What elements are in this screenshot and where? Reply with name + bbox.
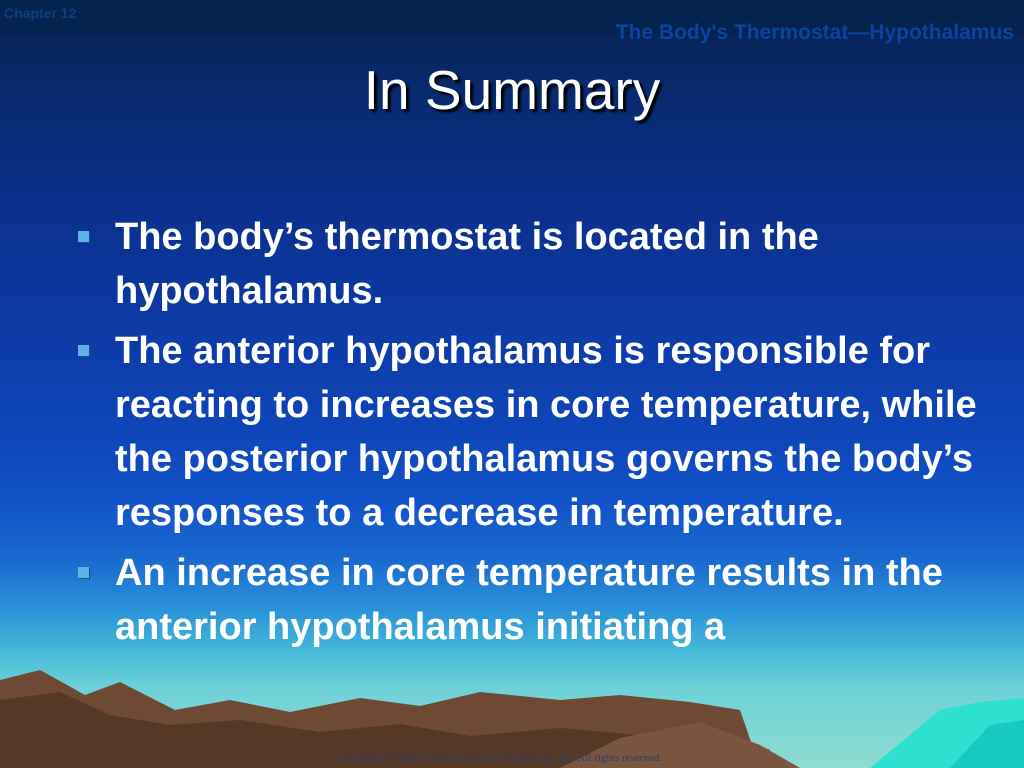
- copyright-footer: Copyright © 2009 The McGraw-Hill Companies, Inc. All rights reserved.: [338, 752, 663, 764]
- list-item: [78, 546, 978, 654]
- section-header-title: The Body's Thermostat—Hypothalamus: [615, 21, 1014, 44]
- bullet-text: The body’s thermostat is located in the hypothalamus.: [115, 216, 819, 312]
- list-item: [78, 324, 978, 540]
- square-bullet-icon: [78, 345, 89, 356]
- square-bullet-icon: [78, 567, 89, 578]
- list-item: [78, 210, 978, 318]
- chapter-label: Chapter 12: [4, 5, 77, 21]
- square-bullet-icon: [78, 231, 89, 242]
- bullet-text: An increase in core temperature results in the anterior hypothalamus initiating a: [115, 552, 943, 648]
- slide-title: In Summary: [363, 59, 661, 121]
- bullet-text: The anterior hypothalamus is responsible for reacting to increases in core temperature, while the posterior hypothalamus governs the body’s responses to a decrease in temperature.: [115, 330, 977, 534]
- summary-bullet-list: [78, 210, 978, 660]
